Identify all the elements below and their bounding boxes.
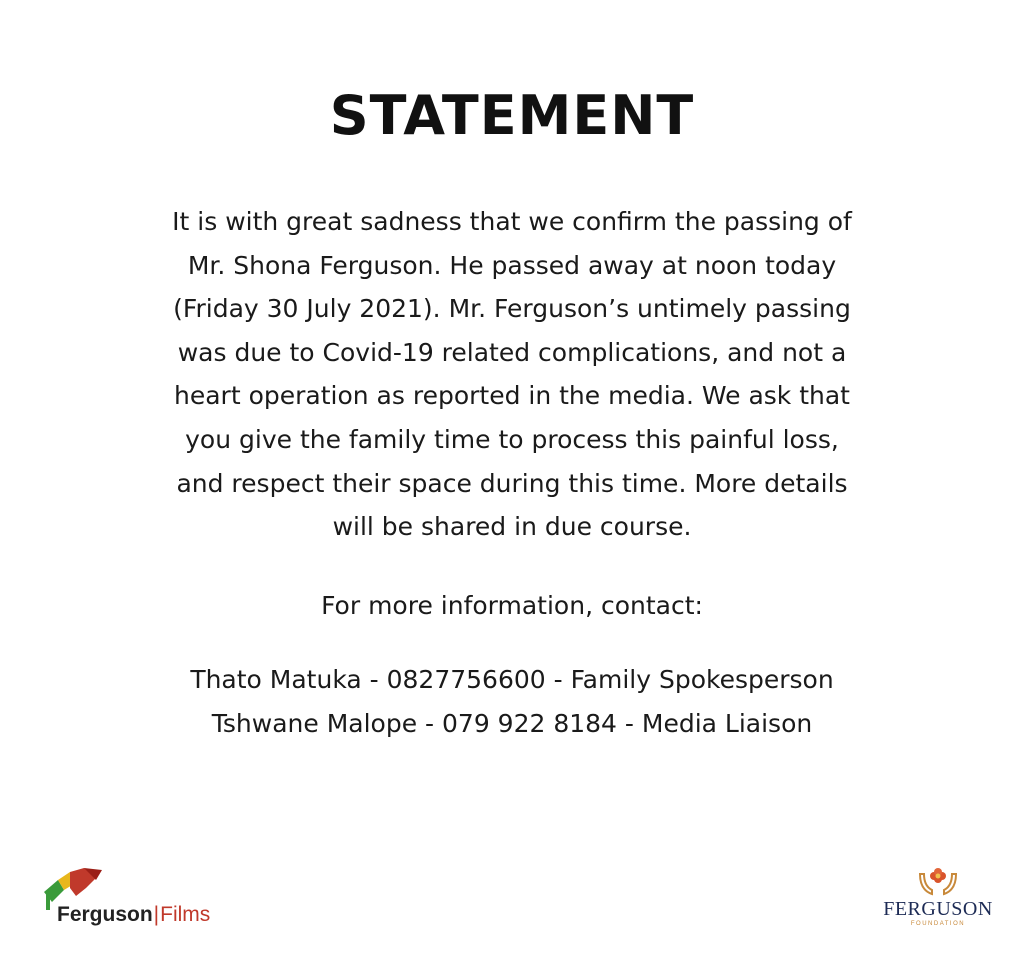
- contact-line: Thato Matuka - 0827756600 - Family Spokesperson: [190, 665, 834, 694]
- foundation-subtitle: FOUNDATION: [910, 921, 966, 927]
- films-suffix: Films: [160, 903, 211, 926]
- body-line: (Friday 30 July 2021). Mr. Ferguson’s untimely passing: [173, 294, 851, 324]
- contact-heading: For more information, contact:: [321, 591, 703, 620]
- body-line: will be shared in due course.: [332, 512, 692, 542]
- body-line: heart operation as reported in the media. We ask that: [174, 381, 850, 411]
- body-line: It is with great sadness that we confirm the passing of: [172, 207, 852, 236]
- statement-title: STATEMENT: [329, 84, 695, 147]
- statement-body: [112, 200, 912, 549]
- contact-line: Tshwane Malope - 079 922 8184 - Media Liaison: [211, 709, 813, 738]
- films-name: Ferguson: [57, 903, 153, 926]
- body-line: Mr. Shona Ferguson. He passed away at noon today: [187, 250, 837, 280]
- ferguson-foundation-logo: [868, 864, 1008, 934]
- foundation-name: FERGUSON: [883, 898, 993, 920]
- hands-flower-icon: [916, 864, 960, 898]
- contact-list: [0, 658, 1024, 746]
- body-line: was due to Covid-19 related complications, and not a: [177, 337, 847, 367]
- films-wordmark: [57, 903, 210, 927]
- ferguson-films-logo: [40, 866, 240, 938]
- body-line: you give the family time to process this painful loss,: [185, 424, 839, 454]
- films-separator: |: [153, 903, 160, 926]
- body-line: and respect their space during this time. More details: [176, 468, 848, 498]
